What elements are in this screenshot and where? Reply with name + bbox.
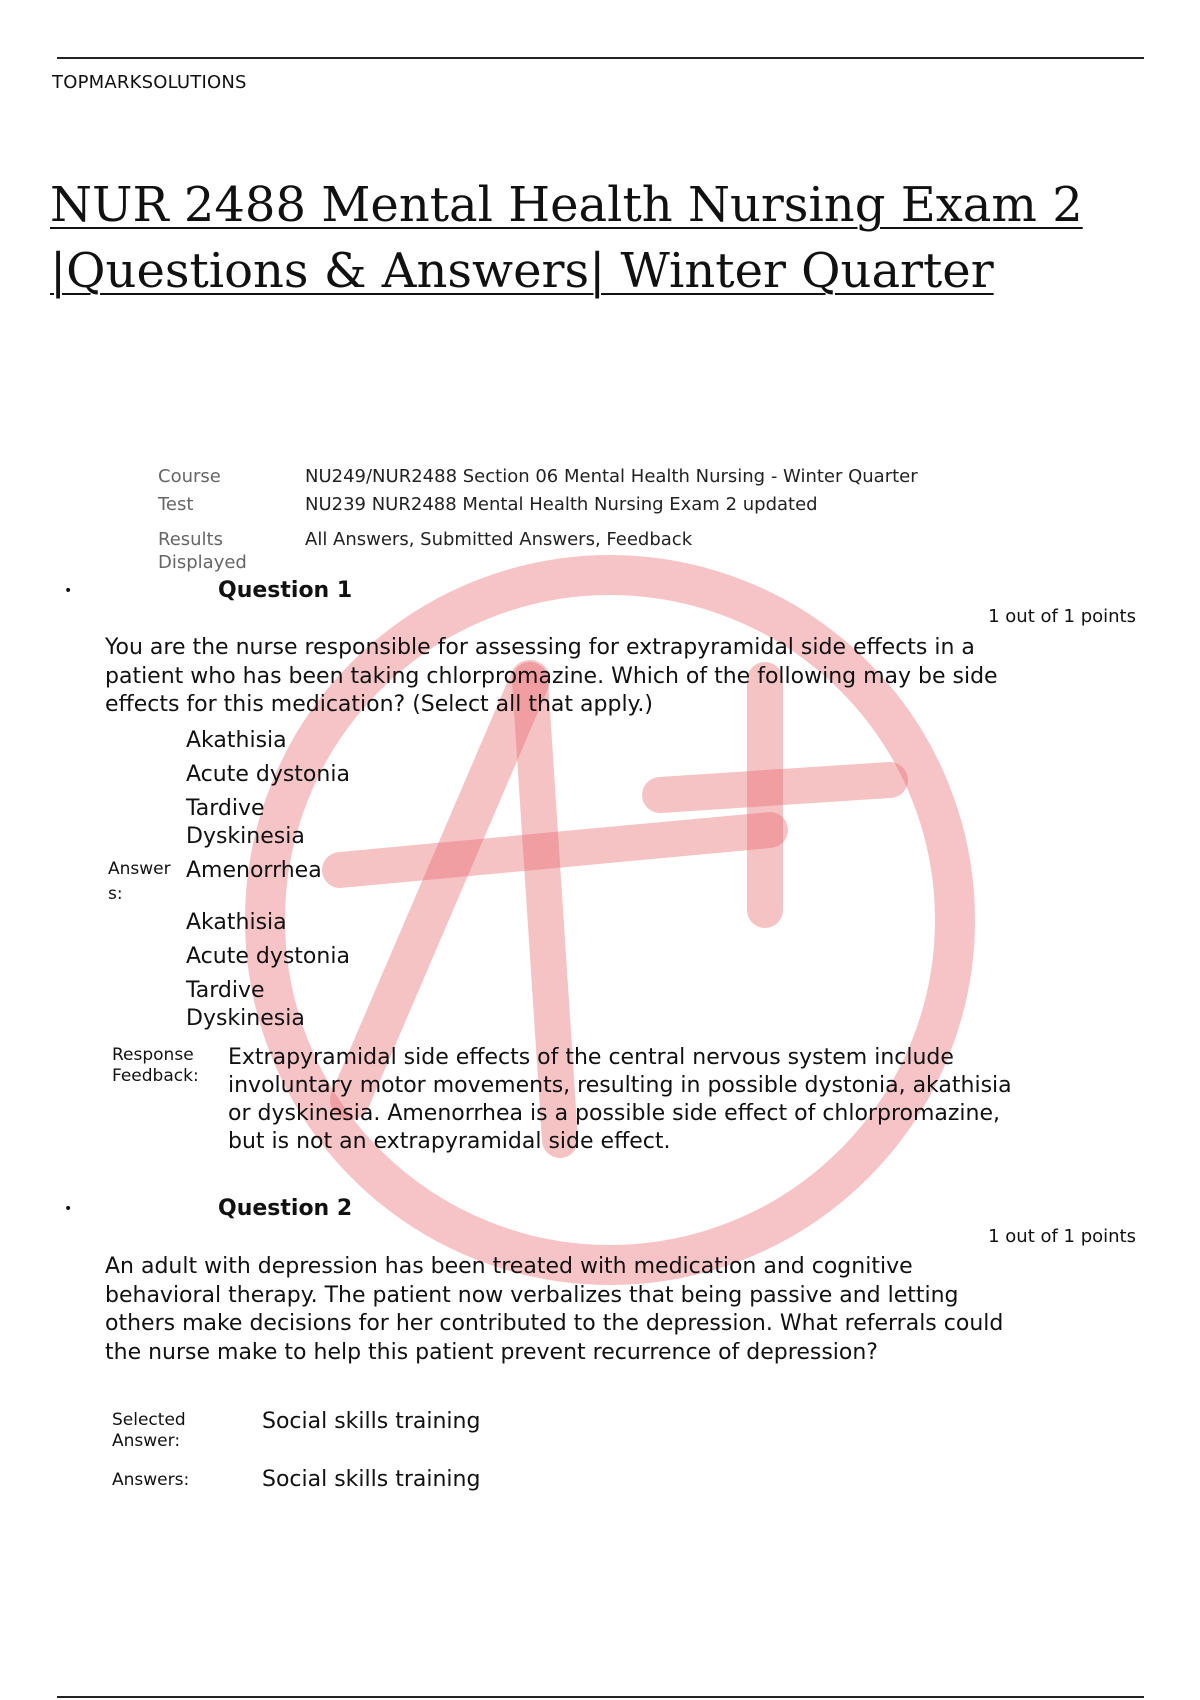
- question-1-option-1: Akathisia: [186, 728, 287, 753]
- question-2-bullet: •: [64, 1201, 73, 1217]
- answers-label-line2: s:: [108, 884, 123, 904]
- feedback-label-line2: Feedback:: [112, 1066, 199, 1086]
- question-2-text: An adult with depression has been treated with medication and cognitive behavioral therapy. The patient now verbalizes that being passive and letting others make decisions for her contributed to the depression. What referrals could the nurse make to help this patient prevent recurrence of depression?: [105, 1254, 1004, 1365]
- question-1-bullet: •: [64, 583, 73, 599]
- document-title: NUR 2488 Mental Health Nursing Exam 2 |Questions & Answers| Winter Quarter: [50, 177, 1083, 299]
- test-value: NU239 NUR2488 Mental Health Nursing Exam 2 updated: [305, 494, 818, 515]
- answers-value: Social skills training: [262, 1467, 481, 1492]
- question-1-answer-4: Dyskinesia: [186, 1006, 305, 1031]
- selected-answer-label-line1: Selected: [112, 1410, 186, 1430]
- course-value: NU249/NUR2488 Section 06 Mental Health Nursing - Winter Quarter: [305, 466, 918, 487]
- question-1-option-2: Acute dystonia: [186, 762, 350, 787]
- selected-answer-value: Social skills training: [262, 1409, 481, 1434]
- question-1-option-4: Dyskinesia: [186, 824, 305, 849]
- course-label: Course: [158, 466, 221, 487]
- selected-answer-label-line2: Answer:: [112, 1431, 181, 1451]
- question-1-answer-1: Akathisia: [186, 910, 287, 935]
- question-1-answer-2: Acute dystonia: [186, 944, 350, 969]
- test-label: Test: [158, 494, 194, 515]
- question-1-title: Question 1: [218, 578, 353, 603]
- question-2-points: 1 out of 1 points: [988, 1226, 1136, 1247]
- answers-label-line1: Answer: [108, 859, 171, 879]
- bottom-rule: [57, 1696, 1144, 1698]
- top-rule: [57, 57, 1144, 59]
- question-1-feedback: Extrapyramidal side effects of the central nervous system include involuntary motor movements, resulting in possible dystonia, akathisia or dyskinesia. Amenorrhea is a possible side effect of chlorpromazine, but is not an extrapyramidal side effect.: [228, 1045, 1012, 1154]
- question-2-title: Question 2: [218, 1196, 353, 1221]
- answers-label: Answers:: [112, 1470, 190, 1490]
- feedback-label-line1: Response: [112, 1045, 194, 1065]
- question-1-option-5: Amenorrhea: [186, 858, 322, 883]
- results-value: All Answers, Submitted Answers, Feedback: [305, 529, 693, 550]
- question-1-option-3: Tardive: [186, 796, 265, 821]
- question-1-answer-3: Tardive: [186, 978, 265, 1003]
- question-1-points: 1 out of 1 points: [988, 606, 1136, 627]
- results-label-line2: Displayed: [158, 552, 247, 573]
- results-label-line1: Results: [158, 529, 223, 550]
- question-1-text: You are the nurse responsible for assessing for extrapyramidal side effects in a patient who has been taking chlorpromazine. Which of the following may be side effects for this medication? (Select all that apply.): [105, 635, 998, 717]
- brand-name: TOPMARKSOLUTIONS: [52, 72, 247, 93]
